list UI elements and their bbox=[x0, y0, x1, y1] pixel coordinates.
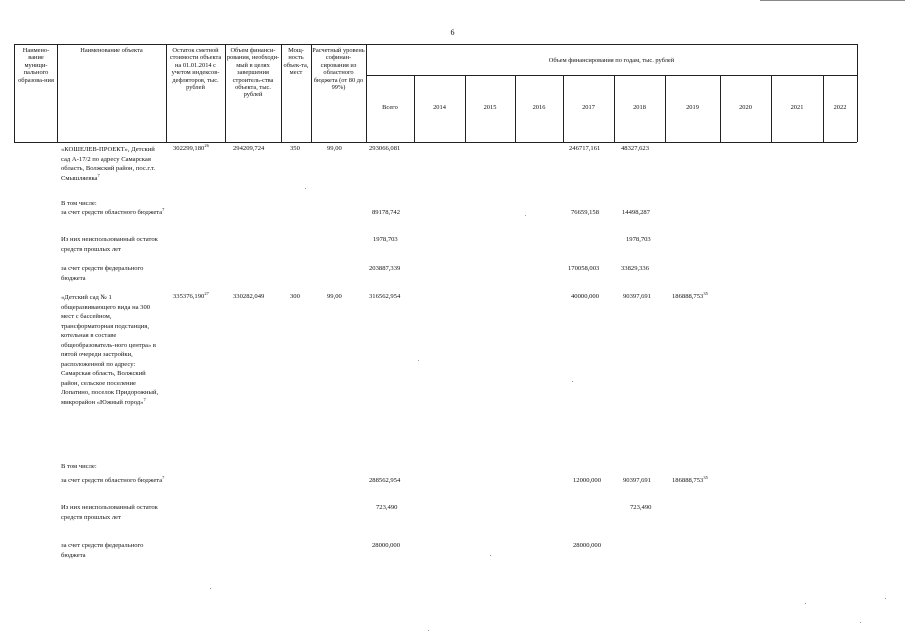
header-year-2018: 2018 bbox=[633, 104, 646, 111]
header-years-group: Объем финансирования по годам, тыс. рублей bbox=[548, 57, 675, 64]
total-2: 316562,954 bbox=[369, 293, 401, 300]
scan-speck bbox=[305, 188, 306, 189]
header-year-2015: 2015 bbox=[483, 104, 497, 111]
regional-2019-2: 186888,753$^{35}$ bbox=[672, 474, 708, 484]
cofinancing-1: 99,00 bbox=[327, 145, 342, 152]
header-capacity: Мощ-ность объек-та, мест bbox=[283, 47, 309, 77]
remaining-cost-2: 335376,190$^{27}$ bbox=[173, 290, 209, 300]
unused-balance-label-2: Из них неиспользованный остаток средств прошлых лет bbox=[61, 504, 158, 521]
regional-2017-2: 12000,000 bbox=[573, 477, 602, 484]
col-divider bbox=[14, 44, 15, 142]
regional-total-1: 89178,742 bbox=[372, 209, 401, 216]
header-remaining-cost: Остаток сметной стоимости объекта на 01.01.2014 с учетом индексов-дефляторов, тыс. рублей bbox=[169, 47, 222, 92]
header-mid-border bbox=[366, 75, 857, 76]
scan-speck bbox=[572, 381, 573, 382]
federal-budget-label-1: за счет средств федерального бюджета bbox=[61, 265, 144, 282]
unused-2018-2: 723,490 bbox=[630, 504, 652, 511]
header-cofinancing: Расчетный уровень софинан-сирования из областного бюджета (от 80 до 99%) bbox=[312, 47, 365, 92]
funding-volume-1: 294209,724 bbox=[233, 145, 265, 152]
value-2017-1: 246717,161 bbox=[569, 145, 601, 152]
scan-speck bbox=[860, 622, 861, 623]
capacity-2: 300 bbox=[290, 293, 300, 300]
header-municipality: Наимено-вание муници-пального образова-ния bbox=[18, 47, 54, 84]
federal-budget-label-2: за счет средств федерального бюджета bbox=[61, 542, 144, 559]
federal-total-2: 28000,000 bbox=[372, 542, 401, 549]
value-2018-1: 48327,623 bbox=[621, 145, 650, 152]
federal-2018-1: 33829,336 bbox=[621, 265, 650, 272]
col-divider bbox=[857, 44, 858, 142]
header-object-name: Наименование объекта bbox=[80, 47, 143, 54]
capacity-1: 350 bbox=[290, 145, 300, 152]
header-funding-volume: Объем финанси-рования, необходи-мый в целях завершения строитель-ства объекта, тыс. рублей bbox=[226, 47, 280, 99]
federal-total-1: 203887,339 bbox=[369, 265, 401, 272]
remaining-cost-1: 302299,180$^{26}$ bbox=[173, 142, 209, 152]
federal-2017-2: 28000,000 bbox=[573, 542, 602, 549]
scan-speck bbox=[418, 360, 419, 361]
header-year-2016: 2016 bbox=[532, 104, 546, 111]
including-label-1: В том числе: bbox=[61, 200, 97, 207]
header-year-total: Всего bbox=[382, 104, 398, 111]
header-year-2021: 2021 bbox=[790, 104, 804, 111]
header-year-2019: 2019 bbox=[686, 104, 699, 111]
object-name-2: «Детский сад № 1 общеразвивающего вида на 300 мест с бассейном, трансформаторная подстанция, котельная в составе общеобразователь-ного центра» в пятой очереди застройки, расположенной по адресу: Самарская область, Волжский район, сельское поселение Лопатино, поселок Придорожный, микрорайон «Южный город»$^7$ bbox=[61, 294, 159, 406]
regional-budget-label-2: за счет средств областного бюджета$^7$ bbox=[61, 474, 165, 484]
value-2019-2: 186888,753$^{35}$ bbox=[672, 290, 708, 300]
cofinancing-2: 99,00 bbox=[327, 293, 342, 300]
unused-total-2: 723,490 bbox=[376, 504, 398, 511]
regional-budget-label-1: за счет средств областного бюджета$^7$ bbox=[61, 206, 165, 216]
funding-volume-2: 330282,049 bbox=[233, 293, 265, 300]
regional-2018-1: 14498,287 bbox=[622, 209, 651, 216]
total-1: 293066,081 bbox=[369, 145, 401, 152]
unused-balance-label-1: Из них неиспользованный остаток средств прошлых лет bbox=[61, 236, 158, 253]
scan-speck bbox=[428, 630, 429, 631]
regional-total-2: 288562,954 bbox=[369, 477, 401, 484]
unused-total-1: 1978,703 bbox=[373, 236, 398, 243]
header-year-2020: 2020 bbox=[739, 104, 752, 111]
scan-speck bbox=[885, 598, 886, 599]
regional-2018-2: 90397,691 bbox=[623, 477, 652, 484]
including-label-2: В том числе: bbox=[61, 463, 97, 470]
scan-speck bbox=[490, 555, 491, 556]
object-name-1: «КОШЕЛЕВ-ПРОЕКТ», Детский сад А-17/2 по адресу Самарская область, Волжский район, пос.г.т. Смышляевка$^7$ bbox=[61, 146, 156, 182]
top-edge-line bbox=[760, 0, 905, 1]
scan-speck bbox=[210, 588, 211, 589]
scan-speck bbox=[805, 603, 806, 604]
value-2018-2: 90397,691 bbox=[623, 293, 652, 300]
value-2017-2: 40000,000 bbox=[571, 293, 600, 300]
header-year-2017: 2017 bbox=[582, 104, 595, 111]
header-top-border bbox=[14, 44, 857, 45]
unused-2018-1: 1978,703 bbox=[626, 236, 651, 243]
header-year-2022: 2022 bbox=[833, 104, 847, 111]
federal-2017-1: 170058,003 bbox=[568, 265, 600, 272]
scan-speck bbox=[525, 215, 526, 216]
col-divider bbox=[57, 44, 58, 142]
header-bottom-border bbox=[14, 142, 857, 143]
page-number: 6 bbox=[450, 28, 455, 37]
regional-2017-1: 76659,158 bbox=[571, 209, 600, 216]
header-year-2014: 2014 bbox=[433, 104, 446, 111]
